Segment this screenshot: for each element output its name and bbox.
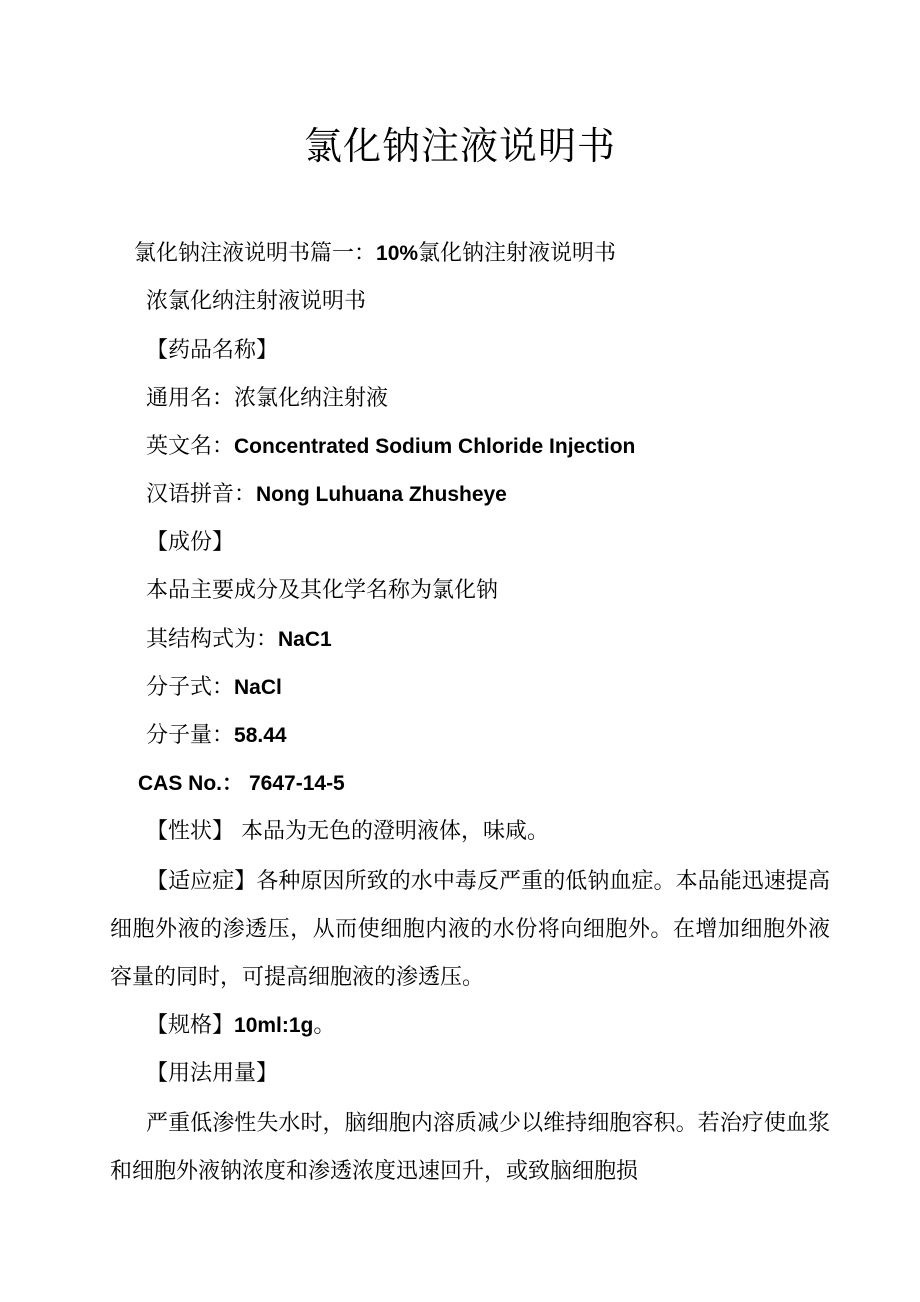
formula-label: 分子式： xyxy=(146,675,235,700)
english-name-value: Concentrated Sodium Chloride Injection xyxy=(234,435,636,458)
weight-value: 58.44 xyxy=(234,724,287,747)
section-drug-name: 【药品名称】 xyxy=(146,338,279,363)
english-name-label: 英文名： xyxy=(146,434,235,459)
cas-number xyxy=(138,768,345,800)
specification xyxy=(146,1010,335,1042)
pinyin-label: 汉语拼音： xyxy=(146,482,257,507)
subtitle-suffix: 氯化钠注射液说明书 xyxy=(418,241,617,266)
spec-suffix: 。 xyxy=(313,1013,336,1038)
usage-paragraph: 严重低渗性失水时，脑细胞内溶质减少以维持细胞容积。若治疗使血浆和细胞外液钠浓度和渗透浓度迅速回升，或致脑细胞损 xyxy=(110,1111,830,1184)
molecular-weight xyxy=(146,720,287,752)
molecular-formula xyxy=(146,672,282,704)
pinyin-value: Nong Luhuana Zhusheye xyxy=(256,483,507,506)
subtitle-bold: 10% xyxy=(376,242,419,265)
pinyin-name xyxy=(146,479,507,511)
section-ingredients: 【成份】 xyxy=(146,530,235,555)
structure-label: 其结构式为： xyxy=(146,627,279,652)
subtitle-prefix: 氯化钠注液说明书篇一： xyxy=(134,241,377,266)
drug-heading: 浓氯化纳注射液说明书 xyxy=(146,289,367,314)
indications-paragraph: 【适应症】各种原因所致的水中毒反严重的低钠血症。本品能迅速提高细胞外液的渗透压，从而使细胞内液的水份将向细胞外。在增加细胞外液容量的同时，可提高细胞液的渗透压。 xyxy=(110,869,830,990)
weight-label: 分子量： xyxy=(146,723,235,748)
formula-value: NaCl xyxy=(234,676,282,699)
cas-value: 7647-14-5 xyxy=(249,772,345,795)
spec-label: 【规格】 xyxy=(146,1013,235,1038)
english-name xyxy=(146,431,635,463)
ingredients-text: 本品主要成分及其化学名称为氯化钠 xyxy=(146,578,499,603)
section-character: 【性状】 本品为无色的澄明液体，味咸。 xyxy=(146,819,549,844)
subtitle-line xyxy=(134,238,616,270)
section-usage: 【用法用量】 xyxy=(146,1061,279,1086)
generic-name: 通用名：浓氯化纳注射液 xyxy=(146,386,389,411)
cas-label: CAS No.： xyxy=(138,772,243,795)
page-title: 氯化钠注液说明书 xyxy=(303,124,616,168)
spec-value: 10ml:1g xyxy=(234,1014,314,1037)
structure-value: NaC1 xyxy=(278,628,332,651)
structure-formula xyxy=(146,624,332,656)
